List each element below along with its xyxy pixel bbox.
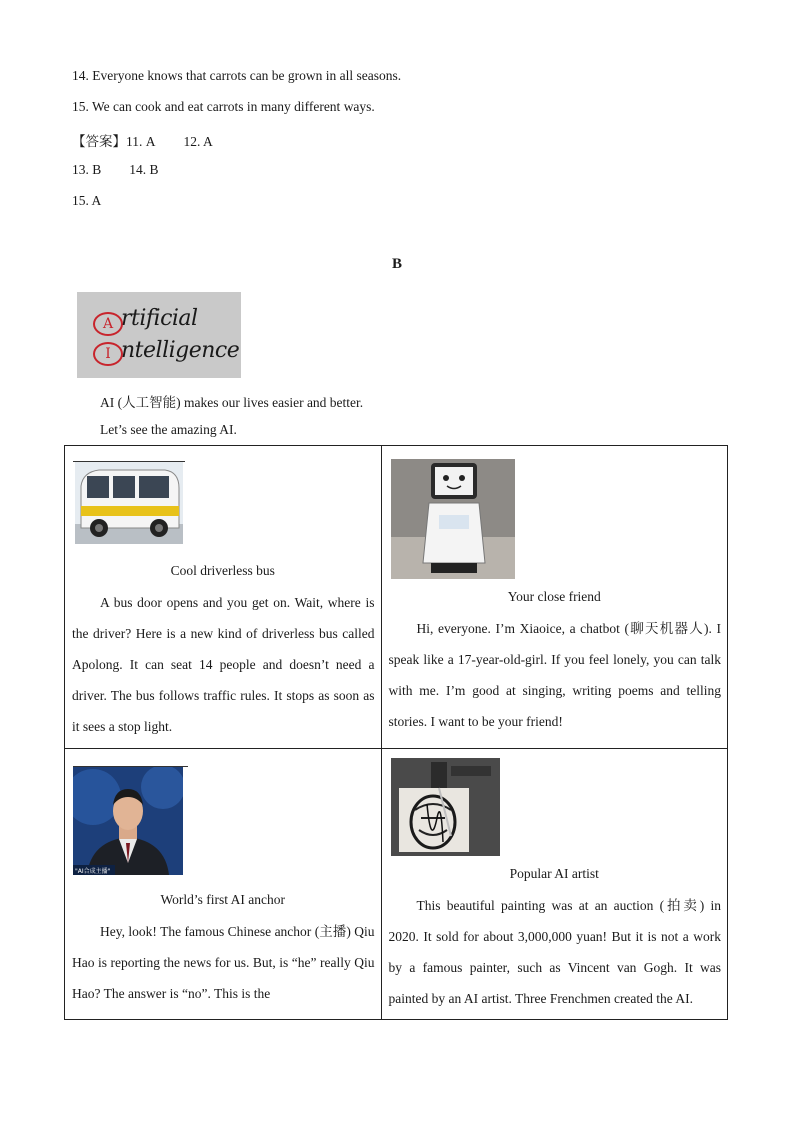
logo-letter-a: A [93,312,123,336]
answer-line-3 [72,193,101,209]
ai-cards-table [64,445,728,1020]
question-15: 15. We can cook and eat carrots in many different ways. [72,99,375,114]
answer-label: 【答案】 [72,134,126,150]
intro-line-1: AI (人工智能) makes our lives easier and better. [100,395,364,410]
card-text-bus-content: A bus door opens and you get on. Wait, where is the driver? Here is a new kind of driverless bus called Apolong. It can seat 14 people and doesn’t need a driver. The bus follows traffic rules. It stops as soon as it sees a stop light. [72,595,375,734]
logo-word-intelligence: ntelligence [121,338,240,363]
card-chatbot [381,446,727,749]
card-text-chatbot-content: Hi, everyone. I’m Xiaoice, a chatbot (聊天机器人). I speak like a 17-year-old-girl. If you feel lonely, you can talk with me. I’m good at singing, writing poems and telling stories. I want to be your friend! [388,621,721,729]
card-text-artist-content: This beautiful painting was at an auction (拍卖) in 2020. It sold for about 3,000,000 yuan! But it is not a work by a famous painter, such as Vincent van Gogh. It was painted by an AI artist. Three Frenchmen created the AI. [388,898,721,1006]
answer-line-1 [72,130,213,150]
intro-line-2: Let’s see the amazing AI. [100,422,237,437]
logo-word-artificial: rtificial [121,306,198,331]
answer-12: 12. A [183,134,213,149]
card-title-anchor: World’s first AI anchor [160,892,286,907]
answer-13: 13. B [72,162,102,177]
robot-image [391,459,515,579]
card-text-anchor [72,916,375,1009]
answer-line-2 [72,162,159,178]
answer-14: 14. B [129,162,159,177]
card-ai-anchor [65,749,382,1020]
card-title-artist: Popular AI artist [509,866,599,881]
card-title-chatbot: Your close friend [507,589,601,604]
card-ai-artist [381,749,727,1020]
anchor-image-caption: "AI合成主播" [75,868,111,875]
ai-logo-image [77,292,241,378]
section-heading: B [391,256,402,272]
card-text-chatbot [389,613,721,737]
card-title-bus: Cool driverless bus [170,563,275,578]
painting-image [391,758,500,856]
card-text-artist [389,890,721,1014]
card-text-bus [72,587,375,742]
card-driverless-bus [65,446,382,749]
question-14: 14. Everyone knows that carrots can be grown in all seasons. [72,68,402,83]
anchor-image [73,767,183,875]
answer-15: 15. A [72,193,102,208]
bus-image [75,462,183,544]
answer-11: 11. A [126,134,156,149]
logo-letter-i: I [93,342,123,366]
card-text-anchor-content: Hey, look! The famous Chinese anchor (主播) Qiu Hao is reporting the news for us. But, is “he” really Qiu Hao? The answer is “no”. This is the [72,924,375,1001]
